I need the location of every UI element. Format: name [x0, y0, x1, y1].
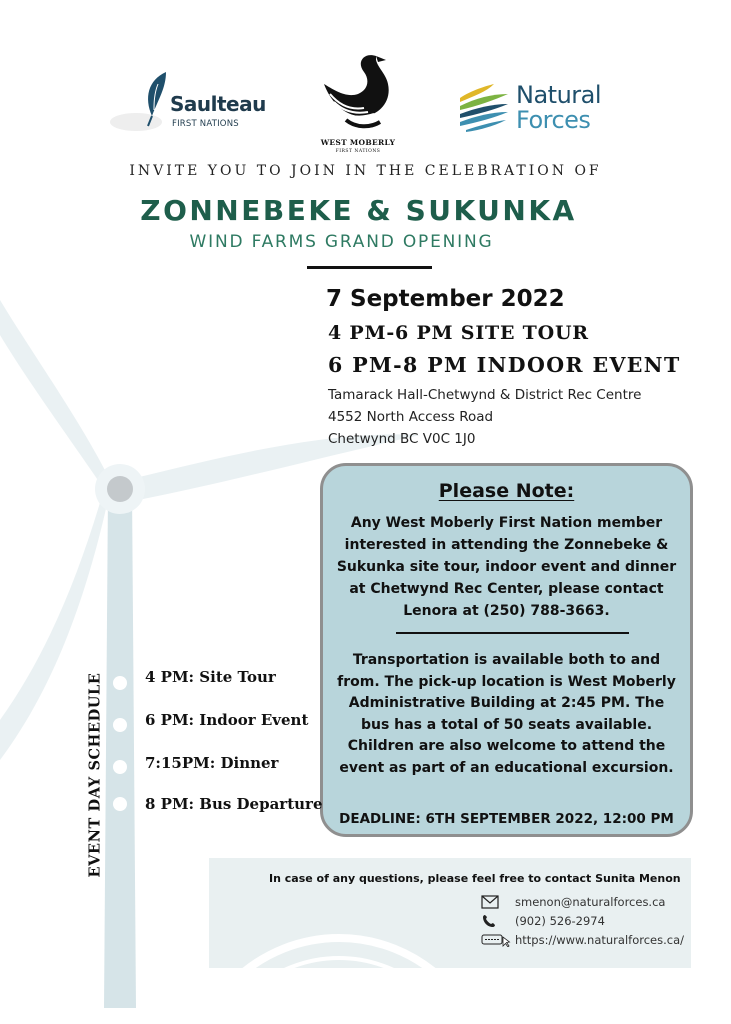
event-date: 7 September 2022 — [326, 286, 565, 312]
site-tour-time: 4 PM-6 PM SITE TOUR — [328, 322, 589, 344]
schedule-dot — [113, 718, 127, 732]
web-cursor-icon — [481, 933, 511, 947]
west-moberly-logo — [316, 50, 400, 162]
schedule-dot — [113, 676, 127, 690]
saulteau-subtitle: FIRST NATIONS — [172, 119, 239, 129]
saulteau-name: Saulteau — [170, 92, 266, 116]
note-deadline: DEADLINE: 6TH SEPTEMBER 2022, 12:00 PM — [339, 811, 674, 827]
swan-icon — [316, 50, 400, 136]
contact-website[interactable]: https://www.naturalforces.ca/ — [515, 933, 684, 947]
note-paragraph-members: Any West Moberly First Nation member interested in attending the Zonnebeke & Sukunka site tour, indoor event and dinner at Chetwynd Rec Center, please contact Lenora at (250) 788-3663. — [336, 515, 677, 619]
contact-phone[interactable]: (902) 526-2974 — [515, 914, 605, 928]
note-divider — [396, 632, 629, 634]
phone-icon — [481, 914, 499, 928]
note-paragraph-transportation: Transportation is available both to and from. The pick-up location is West Moberly Administrative Building at 2:45 PM. The bus has a total of 50 seats available. Children are also welcome to attend the event as part of an educational excursion. — [337, 652, 676, 776]
contact-prompt: In case of any questions, please feel free to contact Sunita Menon — [269, 872, 681, 885]
please-note-box — [320, 463, 693, 837]
contact-section — [209, 858, 691, 968]
natural-forces-logo — [458, 78, 608, 138]
indoor-event-time: 6 PM-8 PM INDOOR EVENT — [328, 353, 681, 377]
schedule-item-bus-departure: 8 PM: Bus Departure — [145, 795, 323, 813]
contact-email[interactable]: smenon@naturalforces.ca — [515, 895, 666, 909]
note-title: Please Note: — [438, 480, 575, 502]
schedule-heading — [85, 665, 105, 885]
schedule-dot — [113, 760, 127, 774]
west-moberly-name: WEST MOBERLY — [320, 138, 396, 147]
event-subtitle: WIND FARMS GRAND OPENING — [189, 232, 494, 252]
west-moberly-subtitle: FIRST NATIONS — [335, 149, 381, 154]
title-divider — [307, 266, 432, 269]
schedule-item-indoor-event: 6 PM: Indoor Event — [145, 711, 309, 729]
natural-forces-line2: Forces — [516, 106, 591, 134]
address-line-1: Tamarack Hall-Chetwynd & District Rec Centre — [328, 387, 642, 403]
schedule-dot — [113, 797, 127, 811]
saulteau-logo — [108, 70, 283, 140]
feather-icon — [108, 70, 178, 140]
natural-forces-line1: Natural — [516, 81, 602, 109]
wave-stripes-icon — [458, 80, 510, 136]
schedule-item-site-tour: 4 PM: Site Tour — [145, 668, 276, 686]
schedule-heading-text: EVENT DAY SCHEDULE — [86, 672, 104, 878]
event-title: ZONNEBEKE & SUKUNKA — [140, 194, 577, 227]
schedule-item-dinner: 7:15PM: Dinner — [145, 754, 279, 772]
address-line-2: 4552 North Access Road — [328, 409, 494, 425]
address-line-3: Chetwynd BC V0C 1J0 — [328, 431, 476, 447]
envelope-icon — [481, 895, 499, 909]
invite-text: INVITE YOU TO JOIN IN THE CELEBRATION OF — [129, 163, 602, 179]
